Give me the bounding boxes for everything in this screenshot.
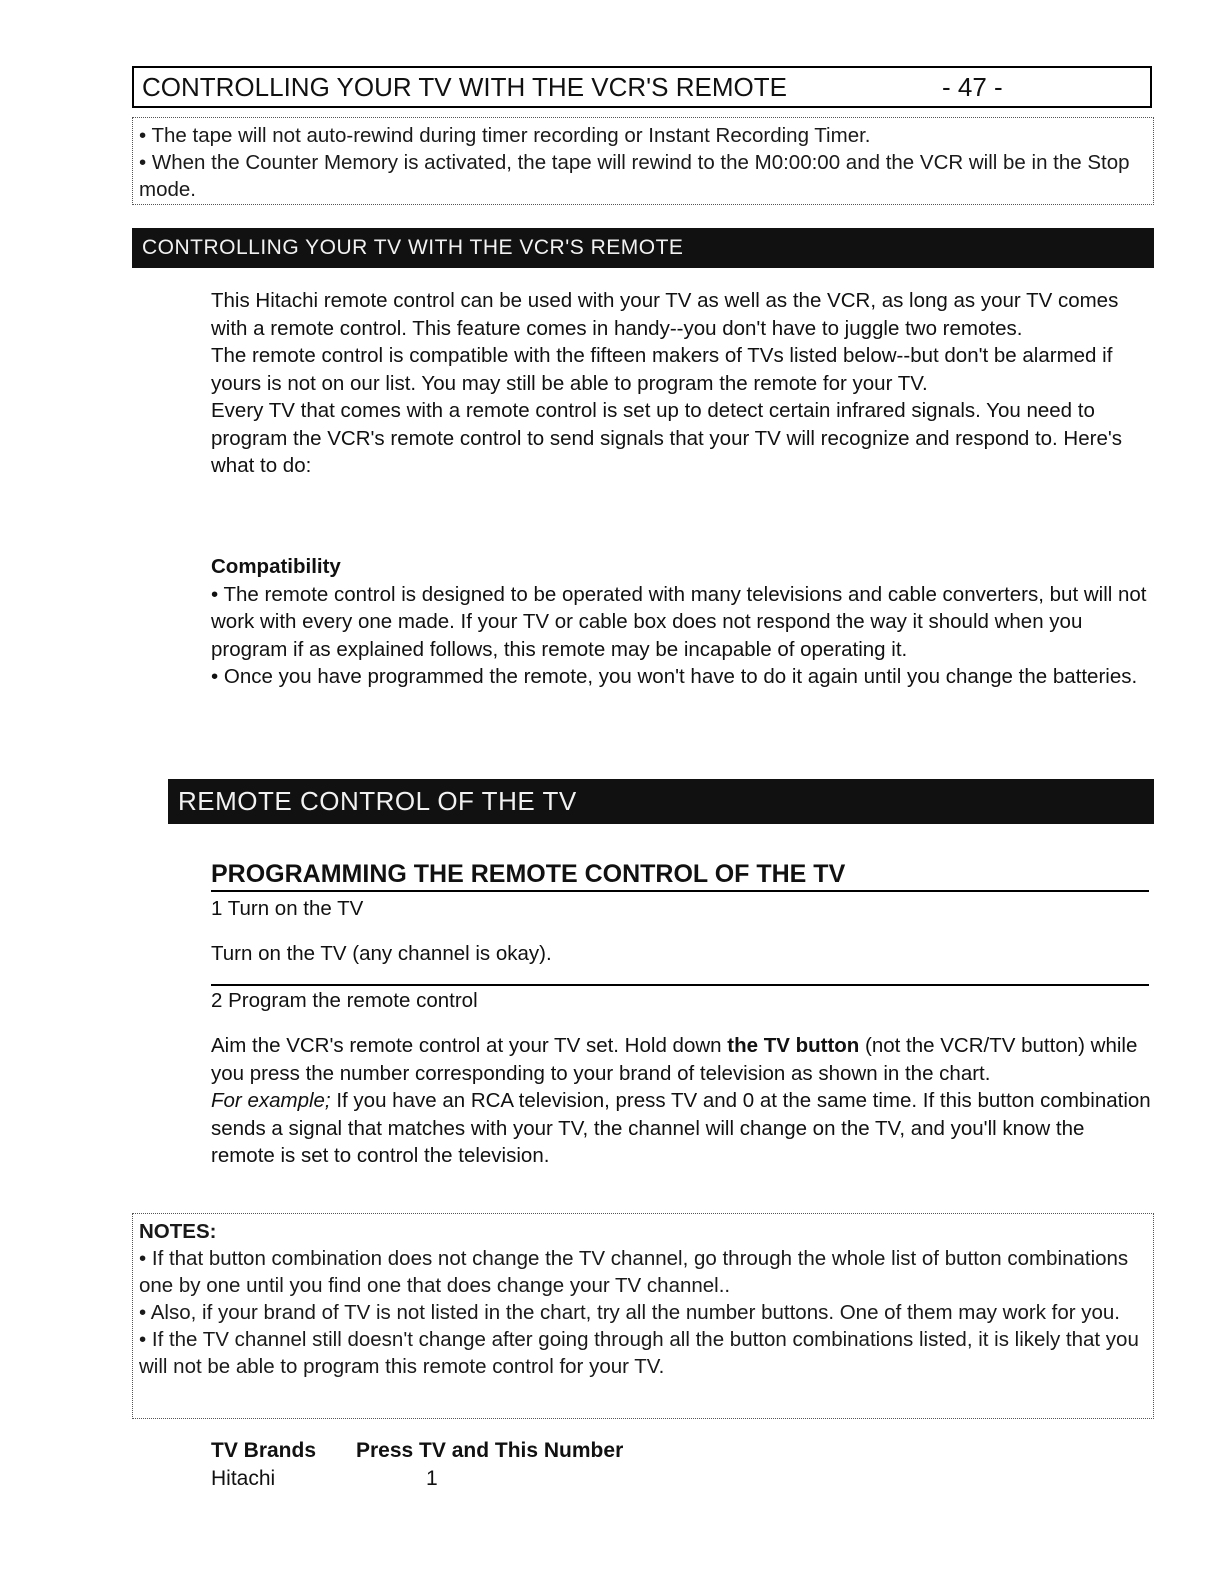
top-note-box [132, 117, 1154, 205]
intro-text [211, 287, 1151, 480]
step-2-instructions [211, 1032, 1151, 1087]
compatibility-section [211, 553, 1151, 691]
compatibility-title: Compatibility [211, 555, 341, 578]
section-heading-controlling: CONTROLLING YOUR TV WITH THE VCR'S REMOTE [132, 228, 1154, 268]
number-cell: 1 [426, 1467, 438, 1490]
notes-title: NOTES: [139, 1220, 217, 1243]
note-item-1: • If that button combination does not change the TV channel, go through the whole list of button combinations one by one until you find one that does change your TV channel.. [139, 1247, 1129, 1297]
step-1-title: 1 Turn on the TV [211, 897, 364, 920]
compatibility-bullet-1: • The remote control is designed to be operated with many televisions and cable converters, but will not work with every one made. If your TV or cable box does not respond the way it should when you program if as explained follows, this remote may be incapable of operating it. [211, 582, 1147, 661]
step-2-text-b: (not the VCR/TV button) while you press the number corresponding to your brand of television as shown in the chart. [211, 1034, 1138, 1085]
intro-paragraph-2: The remote control is compatible with the fifteen makers of TVs listed below--but don't be alarmed if yours is not on our list. You may still be able to program the remote for your TV. [211, 344, 1113, 395]
note-item-2: • Also, if your brand of TV is not listed in the chart, try all the number buttons. One of them may work for you. [139, 1301, 1121, 1324]
brand-cell: Hitachi [211, 1467, 276, 1490]
step-2-body [211, 1032, 1151, 1170]
example-label: For example; [211, 1089, 331, 1112]
compatibility-bullet-2: • Once you have programmed the remote, you won't have to do it again until you change the batteries. [211, 665, 1138, 688]
example-text: If you have an RCA television, press TV and 0 at the same time. If this button combination sends a signal that matches with your TV, the channel will change on the TV, and you'll know the remote is set to control the television. [211, 1089, 1151, 1167]
step-2-title: 2 Program the remote control [211, 989, 478, 1012]
header-title: CONTROLLING YOUR TV WITH THE VCR'S REMOTE [142, 72, 787, 102]
step-2-text-a: Aim the VCR's remote control at your TV set. Hold down [211, 1034, 728, 1057]
programming-title: PROGRAMMING THE REMOTE CONTROL OF THE TV [211, 858, 1149, 892]
step-1-body: Turn on the TV (any channel is okay). [211, 942, 552, 965]
top-note-line-2: • When the Counter Memory is activated, the tape will rewind to the M0:00:00 and the VCR will be in the Stop mode. [139, 151, 1130, 201]
page-number: - 47 - [942, 72, 1003, 102]
brands-column-header: TV Brands [211, 1439, 317, 1462]
page-header [132, 66, 1152, 108]
step-divider [211, 984, 1149, 986]
step-2-tv-button: the TV button [727, 1034, 860, 1057]
note-item-3: • If the TV channel still doesn't change after going through all the button combinations listed, it is likely that you will not be able to program this remote control for your TV. [139, 1328, 1139, 1378]
intro-paragraph-1: This Hitachi remote control can be used with your TV as well as the VCR, as long as your TV comes with a remote control. This feature comes in handy--you don't have to juggle two remotes. [211, 289, 1119, 340]
number-column-header: Press TV and This Number [356, 1439, 624, 1462]
section-heading-remote-control: REMOTE CONTROL OF THE TV [168, 779, 1154, 824]
top-note-line-1: • The tape will not auto-rewind during timer recording or Instant Recording Timer. [139, 124, 871, 147]
notes-box [132, 1213, 1154, 1419]
step-2-example [211, 1087, 1151, 1170]
intro-paragraph-3: Every TV that comes with a remote control is set up to detect certain infrared signals. You need to program the VCR's remote control to send signals that your TV will recognize and respond to. Here's what to do: [211, 399, 1123, 477]
